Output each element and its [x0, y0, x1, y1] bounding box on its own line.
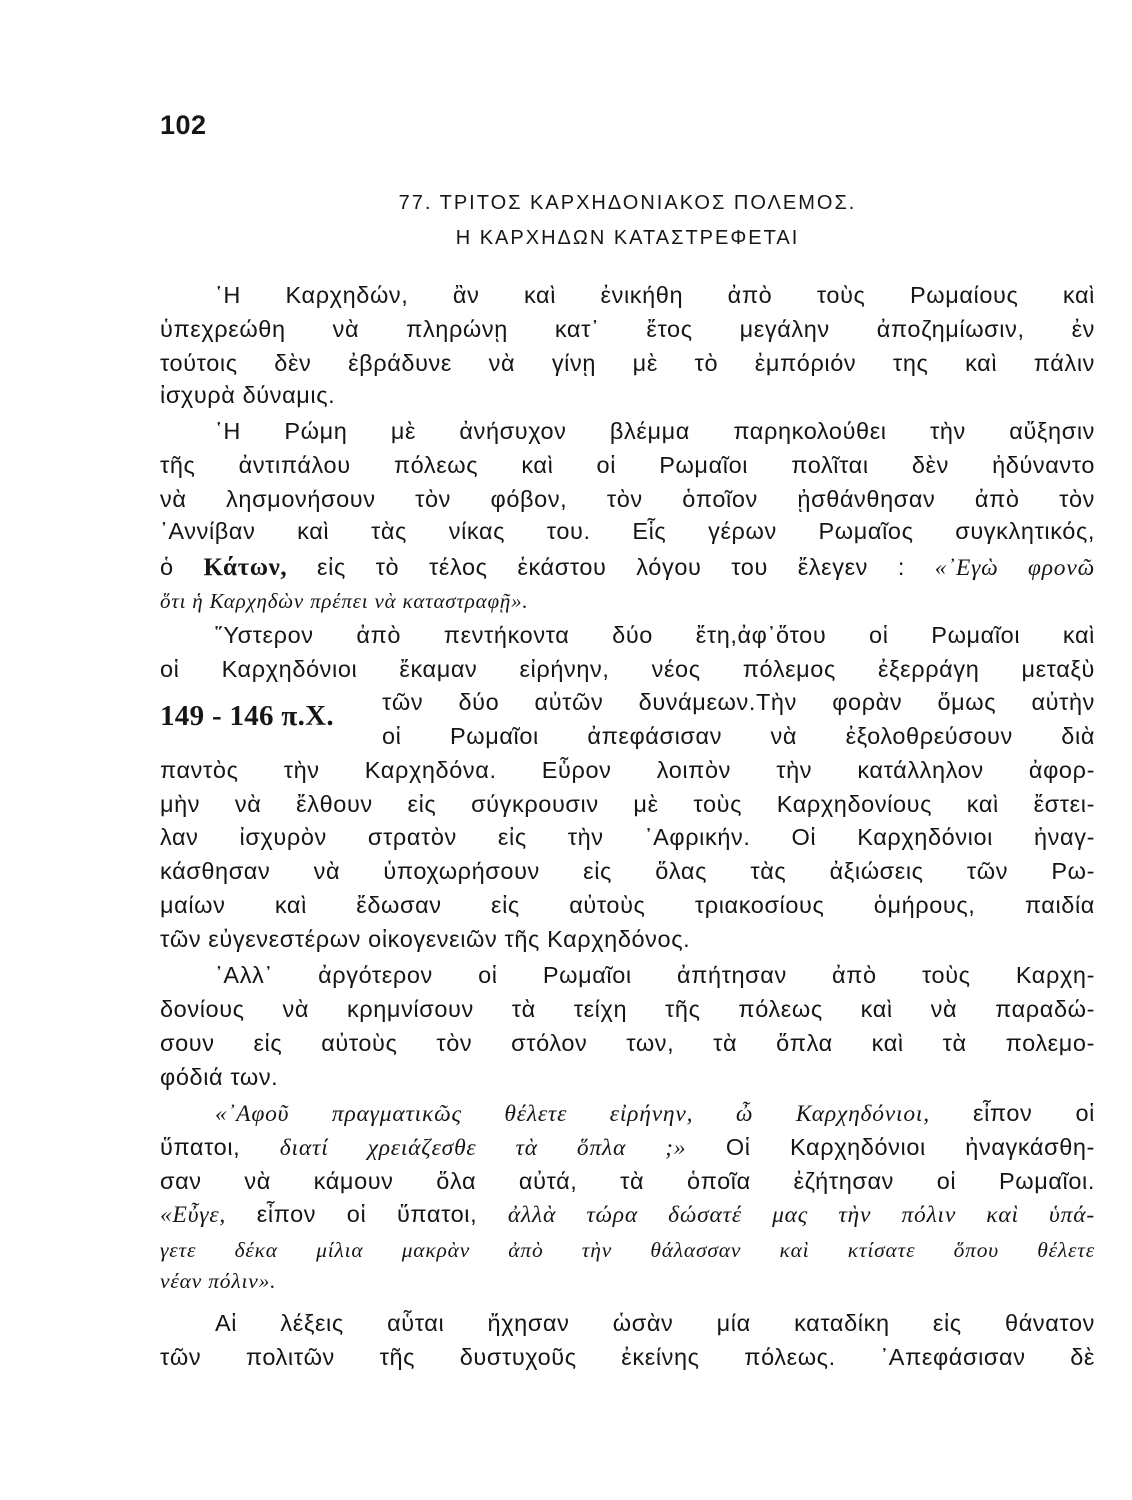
- text-line: [160, 1197, 1095, 1232]
- text-line: νέαν πόλιν».: [160, 1269, 277, 1293]
- cato-name: Κάτων,: [203, 554, 288, 581]
- text-line: Αἱ λέξεις αὗται ἤχησαν ὡσὰν μία καταδίκη εἰς θάνατον: [215, 1310, 1095, 1336]
- text-line: νὰ λησμονήσουν τὸν φόβον, τὸν ὁποῖον ᾐσθάνθησαν ἀπὸ τὸν: [160, 486, 1095, 512]
- margin-date: 149 - 146 π.Χ.: [160, 700, 334, 732]
- text-fragment: εἰς τὸ τέλος ἑκάστου λόγου του ἔλεγεν :: [317, 554, 905, 580]
- text-line: δονίους νὰ κρημνίσουν τὰ τείχη τῆς πόλεως καὶ νὰ παραδώ-: [160, 996, 1095, 1022]
- quote-fragment: «Εὖγε,: [160, 1202, 227, 1228]
- text-fragment: εἶπον οἱ: [973, 1100, 1095, 1126]
- text-line: [215, 1096, 1095, 1131]
- text-line: ὅτι ἡ Καρχηδὼν πρέπει νὰ καταστραφῇ».: [160, 589, 529, 613]
- text-fragment: Οἱ Καρχηδόνιοι ἠναγκάσθη-: [725, 1134, 1095, 1160]
- text-line: ᾿Αλλ᾿ ἀργότερον οἱ Ρωμαῖοι ἀπήτησαν ἀπὸ τοὺς Καρχη-: [215, 962, 1095, 988]
- text-fragment: εἶπον οἱ ὕπατοι,: [256, 1201, 478, 1227]
- cato-quote-start: «᾿Εγὼ φρονῶ: [934, 555, 1095, 581]
- text-line: σαν νὰ κάμουν ὅλα αὐτά, τὰ ὁποῖα ἐζήτησαν οἱ Ρωμαῖοι.: [160, 1168, 1095, 1194]
- text-fragment: ὕπατοι,: [160, 1134, 241, 1160]
- text-line: σουν εἰς αὐτοὺς τὸν στόλον των, τὰ ὅπλα καὶ τὰ πολεμο-: [160, 1030, 1095, 1056]
- text-line: [160, 550, 1095, 585]
- text-line: μαίων καὶ ἔδωσαν εἰς αὐτοὺς τριακοσίους ὁμήρους, παιδία: [160, 892, 1095, 918]
- text-line: φόδιά των.: [160, 1064, 279, 1090]
- text-line: οἱ Ρωμαῖοι ἀπεφάσισαν νὰ ἐξολοθρεύσουν διὰ: [382, 723, 1095, 749]
- text-line: ἰσχυρὰ δύναμις.: [160, 382, 336, 408]
- text-line: ῾Η Ρώμη μὲ ἀνήσυχον βλέμμα παρηκολούθει τὴν αὔξησιν: [215, 418, 1095, 444]
- text-line: τούτοις δὲν ἐβράδυνε νὰ γίνῃ μὲ τὸ ἐμπόριόν της καὶ πάλιν: [160, 350, 1095, 376]
- text-line: τῶν δύο αὐτῶν δυνάμεων.Τὴν φορὰν ὅμως αὐτὴν: [382, 689, 1095, 715]
- quote-fragment: διατί χρειάζεσθε τὰ ὅπλα ;»: [279, 1135, 687, 1161]
- text-line: παντὸς τὴν Καρχηδόνα. Εὗρον λοιπὸν τὴν κατάλληλον ἀφορ-: [160, 757, 1095, 783]
- text-line: ὑπεχρεώθη νὰ πληρώνῃ κατ᾿ ἔτος μεγάλην ἀποζημίωσιν, ἐν: [160, 316, 1095, 342]
- text-fragment: ὁ: [160, 554, 174, 580]
- text-line: κάσθησαν νὰ ὑποχωρήσουν εἰς ὅλας τὰς ἀξιώσεις τῶν Ρω-: [160, 858, 1095, 884]
- text-line: τῶν πολιτῶν τῆς δυστυχοῦς ἐκείνης πόλεως. ᾿Απεφάσισαν δὲ: [160, 1344, 1095, 1370]
- page-number: 102: [160, 110, 207, 140]
- text-line: [160, 1130, 1095, 1165]
- quote-fragment: ἀλλὰ τώρα δώσατέ μας τὴν πόλιν καὶ ὑπά-: [507, 1202, 1095, 1228]
- text-line: λαν ἰσχυρὸν στρατὸν εἰς τὴν ᾿Αφρικήν. Οἱ Καρχηδόνιοι ἠναγ-: [160, 824, 1095, 850]
- heading-line-2: Η ΚΑΡΧΗΔΩΝ ΚΑΤΑΣΤΡΕΦΕΤΑΙ: [455, 227, 800, 249]
- text-line: ῞Υστερον ἀπὸ πεντήκοντα δύο ἔτη,ἀφ᾿ὅτου οἱ Ρωμαῖοι καὶ: [215, 622, 1095, 648]
- text-line: τῆς ἀντιπάλου πόλεως καὶ οἱ Ρωμαῖοι πολῖται δὲν ἠδύναντο: [160, 452, 1095, 478]
- heading-line-1: 77. ΤΡΙΤΟΣ ΚΑΡΧΗΔΟΝΙΑΚΟΣ ΠΟΛΕΜΟΣ.: [398, 192, 857, 214]
- text-line: ῾Η Καρχηδών, ἂν καὶ ἐνικήθη ἀπὸ τοὺς Ρωμαίους καὶ: [215, 282, 1095, 308]
- text-line: γετε δέκα μίλια μακρὰν ἀπὸ τὴν θάλασσαν καὶ κτίσατε ὅπου θέλετε: [160, 1238, 1095, 1262]
- text-line: τῶν εὐγενεστέρων οἰκογενειῶν τῆς Καρχηδόνος.: [160, 926, 691, 952]
- quote-fragment: «᾿Αφοῦ πραγματικῶς θέλετε εἰρήνην, ὦ Καρχηδόνιοι,: [215, 1101, 930, 1127]
- text-line: οἱ Καρχηδόνιοι ἔκαμαν εἰρήνην, νέος πόλεμος ἐξερράγη μεταξὺ: [160, 656, 1095, 682]
- text-line: μὴν νὰ ἔλθουν εἰς σύγκρουσιν μὲ τοὺς Καρχηδονίους καὶ ἔστει-: [160, 791, 1095, 817]
- text-line: ᾿Αννίβαν καὶ τὰς νίκας του. Εἷς γέρων Ρωμαῖος συγκλητικός,: [160, 518, 1095, 544]
